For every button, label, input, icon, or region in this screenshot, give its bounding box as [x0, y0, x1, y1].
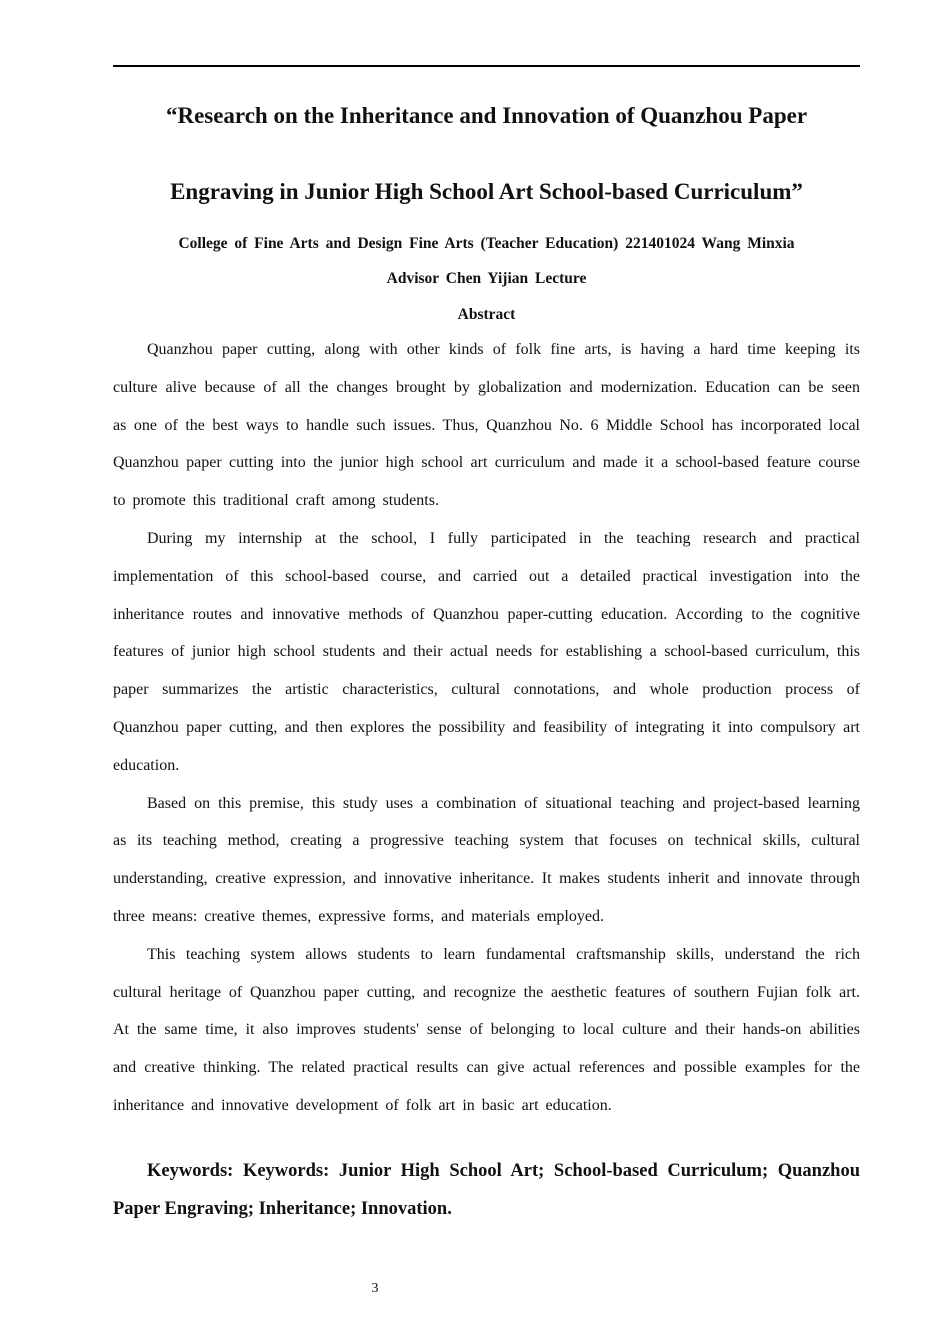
abstract-paragraph-1: Quanzhou paper cutting, along with other kinds of folk fine arts, is having a hard time keeping its culture alive because of all the changes brought by globalization and modernization. Education can be seen as one of the best ways to handle such issues. Thus, Quanzhou No. 6 Middle School has incorporated local Quanzhou paper cutting into the junior high school art curriculum and made it a school-based feature course to promote this traditional craft among students.: [113, 341, 860, 510]
page-number: 3: [371, 1281, 379, 1296]
header-rule: [113, 65, 860, 67]
abstract-paragraph-4: This teaching system allows students to learn fundamental craftsmanship skills, understand the rich cultural heritage of Quanzhou paper cutting, and recognize the aesthetic features of southern Fujian folk art. At the same time, it also improves students' sense of belonging to local culture and their hands-on abilities and creative thinking. The related practical results can give actual references and possible examples for the inheritance and innovative development of folk art in basic art education.: [113, 945, 860, 1114]
abstract-paragraph-3: Based on this premise, this study uses a combination of situational teaching and project-based learning as its teaching method, creating a progressive teaching system that focuses on technical skills, cultural understanding, creative expression, and innovative inheritance. It makes students inherit and innovate through three means: creative themes, expressive forms, and materials employed.: [113, 794, 860, 925]
advisor-line: Advisor Chen Yijian Lecture: [386, 270, 587, 287]
abstract-paragraph-2: During my internship at the school, I fully participated in the teaching research and practical implementation of this school-based course, and carried out a detailed practical investigation into the inheritance routes and innovative methods of Quanzhou paper-cutting education. According to the cognitive features of junior high school students and their actual needs for establishing a school-based curriculum, this paper summarizes the artistic characteristics, cultural connotations, and whole production process of Quanzhou paper cutting, and then explores the possibility and feasibility of integrating it into compulsory art education.: [113, 529, 860, 774]
title-line-1: “Research on the Inheritance and Innovation of Quanzhou Paper: [165, 103, 808, 128]
keywords: Keywords: Keywords: Junior High School Art; School-based Curriculum; Quanzhou Paper Engraving; Inheritance; Innovation.: [113, 1161, 860, 1219]
abstract-body: [113, 331, 860, 1125]
abstract-heading: Abstract: [457, 306, 516, 323]
title-line-2: Engraving in Junior High School Art School-based Curriculum”: [170, 179, 803, 204]
author-line: College of Fine Arts and Design Fine Arts (Teacher Education) 221401024 Wang Minxia: [178, 235, 795, 252]
